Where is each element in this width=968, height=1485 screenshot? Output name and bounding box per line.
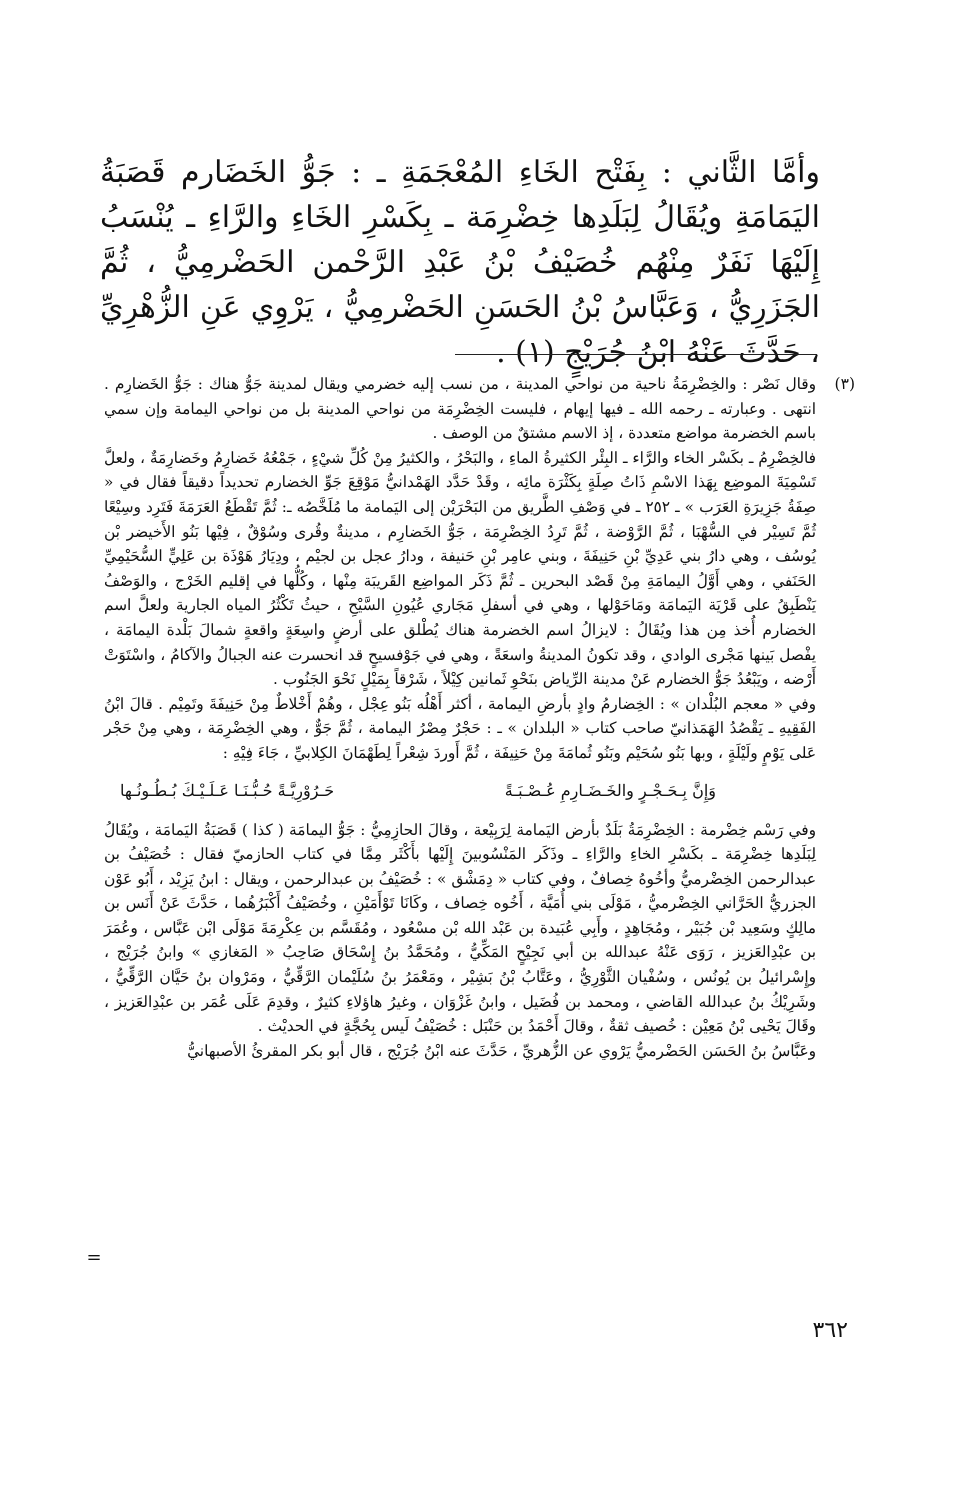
footnote-paragraph: وفي رَسْم خِضْرمة : الخِضْرِمَةُ بَلَدٌ بأرض اليَمامة لِرَبِيْعة ، وقالَ الحازِمِيُّ : جَوُّ اليمامَة ( كذا ) قَصَبَةُ اليَمامَة ، ويُقَالُ لِبَلَدِها خِضْرِمَة ـ بكَسْرِ الخاءِ والرَّاءِ ـ وذَكَر المَنْسُوبينَ إِلَيْها بأَكْثَر مِمَّا في كتاب الحازميّ فقال : خُصَيْفُ بن عبدالرحمن الخِضْرميُّ وأخُوهُ خِصافٌ ، وفي كتاب « دِمَشْق » : خُصَيْفُ بن عبدالرحمن ، ويقال : ابنُ يَزِيْد ، أَبُو عَوْن الجزريُّ الحَرَّاني الخِضْرميُّ ، مَوْلَى بني أُمَيَّة ، أَخُوه خِصاف ، وكَانَا تَوْأَمَيْنِ ، وخُصَيْفُ أَكْبَرُهُما ، حَدَّثَ عَنْ أَنَس بن مالِكٍ وسَعِيد بْن جُبَيْر ، ومُجَاهِدٍ ، وأَبِي عُبَيدة بن عَبْد الله بْن مسْعُود ، ومُقَسَّم بن عِكْرِمَةَ مَوْلَى ابْن عَبَّاس ، وعُمَرَ بن عبْدِالعَزيز ، رَوَى عَنْهُ عبدالله بن أبي نَجِيْحٍ المَكِّيُّ ، ومُحَمَّدُ بنُ إِسْحَاق صَاحِبُ « المَغازي » وابنُ جُرَيْج ، وإِسْرائيلُ بن يُونُس ، وسُفْيان الثَّوْرِيُّ ، وعَتَّابُ بْنُ بَشِيْر ، ومَعْمَرُ بنُ سُلَيْمان الرَّقِّيُّ ، ومَرْوان بنُ حَيَّان الرَّقِّيُّ ، وشَرِيْكُ بنُ عبدالله القاضي ، ومحمد بن فُضَيل ، وابنُ غَزْوَان ، وغيرُ هاؤلاءِ كثيرٌ ، وقدِمَ عَلَى عُمَر بن عبْدِالعَزيز ، وقَالَ يَحْيى بْنُ مَعِيْن : خُصيف ثقةٌ ، وقالَ أَحْمَدُ بن حَنْبَل : خُصَيْفُ لَيس بِحُجَّةٍ في الحديْث . [104,820,816,1036]
footnote-paragraph: وفي « معجم البُلْدان » : الخِضارمُ وادٍ بأرضِ اليمامة ، أكثر أَهْلُه بَنُو عِجْل ، وهُمْ أَخْلاطٌ مِنْ حَنِيفَةَ وتَمِيْم . قالَ ابْنُ الفَقِيهِ ـ يَقْصُدُ الهَمَذانيّ صاحب كتاب « البلدان » ـ : حَجْرٌ مِصْرُ اليمامة ، ثُمَّ جَوٌّ ، وهي الخِضْرِمَة ، وهي مِنْ حَجْر عَلى يَوْمٍ ولَيْلَةٍ ، وبها بَنُو سُحَيْم وبَنُو ثُمامَةَ مِنْ حَنِيفَة ، ثُمَّ أَوردَ شِعْراً لِطَهْمَانَ الكِلابيِّ ، جَاءَ فِيْهِ : [104,694,816,762]
verse-hemistich-first: وَإِنَّ بِـحَـجْـرٍ والخَـضَـارِمِ عُـصْـبَـةً [504,780,716,800]
footnote-separator [455,354,817,355]
footnote-paragraph: وقال نَصْر : والخِضْرِمَةُ ناحية من نواحي المدينة ، من نسب إليه خضرمي ويقال لمدينة جَوُّ هناك : جَوُّ الخَضارِم . انتهى . وعبارته ـ رحمه الله ـ فيها إيهام ، فليست الخِضْرِمَة من نواحي المدينة بل من نواحي اليمامة وإن سمي باسم الخضرمة مواضع متعددة ، إذ الاسم مشتقٌ من الوصف . [104,375,816,443]
footnote-body [104,372,816,1063]
footnote-number: (٣) [834,375,855,393]
main-text [100,150,820,375]
main-paragraph: وأمَّا الثَّاني : بِفَتْح الخَاءِ المُعْجَمَةِ ـ : جَوُّ الخَضَارم قَصَبَةُ اليَمَامَةِ ويُقَالُ لِبَلَدِها خِضْرِمَة ـ بِكَسْرِ الخَاءِ والرَّاءِ ـ يُنْسَبُ إِلَيْهَا نَفَرٌ مِنْهُم خُصَيْفُ بْنُ عَبْدِ الرَّحْمن الحَضْرمِيُّ ، ثُمَّ الجَزَرِيُّ ، وَعَبَّاسُ بْنُ الحَسَنِ الحَضْرمِيُّ ، يَرْوِي عَنِ الزُّهْرِيِّ ، حَدَّثَ عَنْهُ ابْنُ جُرَيْجٍ (١) . [100,155,820,370]
footnote-paragraph: وعَبَّاسُ بنُ الحَسَن الحَضْرميُّ يَرْوي عن الزُّهريِّ ، حَدَّثَ عنه ابْنُ جُرَيْج ، قال أبو بكر المقرئُ الأصبهانيُّ [187,1041,816,1060]
page-number: ٣٦٢ [812,1318,848,1343]
continuation-mark: = [86,1247,102,1268]
poem-verse [120,778,716,804]
footnote-paragraph: فالخِضْرِمُ ـ بكَسْر الخاء والرَّاء ـ البِئْر الكثيرةُ الماءِ ، والبَحْرُ ، والكثيرُ مِنْ كُلِّ شيْءٍ ، جَمْعُهُ خَضارِمُ وخَضارِمَةٌ ، ولعلَّ تَسْمِيَةَ الموضِع بِهَذا الاسْمِ ذَاتُ صِلَةٍ بِكَثْرَة مائِه ، وقَدْ حَدَّد الهَمْدانيُّ مَوْقِعَ جَوِّ الخضارم تحديداً دقيقاً فقال في « صِفَةُ جَزِيرَةِ العَرَب » ـ ٢٥٢ ـ في وَصْفِ الطَّريق من البَحْرَيْن إلى اليَمامة ما مُلَخَّصُه ـ: ثُمَّ تَقْطَعُ العَرَمَةَ فَتَرِد وسِيْعًا ثُمَّ تَسِيْر في السُّهْبَا ، ثُمَّ الرَّوْضة ، ثُمَّ تَرِدُ الخِضْرِمَة ، جَوُّ الخَضارِم ، مدينةٌ وقُرى وسُوْقٌ ، فِيْها بَنُو الأَخيضر بْن يُوسُف ، وهي دارُ بني عَدِيِّ بْنِ حَنِيفَةَ ، وبني عامِر بْنِ حَنيفة ، ودارُ عجل بن لجيْم ، ودِيَارُ هَوْذَة بن عَلِيٍّ السُّحَيْمِيِّ الحَنَفي ، وهي أَوَّلُ اليمامَةِ مِنْ قَصْد البحرين ـ ثُمَّ ذَكَر المواضِع القَريبَة مِنْها ، وكُلُّها في إقليم الخَرْج ، والوَصْفُ يَنْطَبِقُ على قَرْيَة اليَمامَة ومَاحَوْلها ، وهي في أسفلِ مَجَاري عُيُونِ السَّيْحِ ، حيثُ تَكْثُرُ المياه الجارية ولعلَّ اسم الخضارم أُخذ مِن هذا ويُقَالُ : لايزالُ اسم الخضرمة هناك يُطْلق على أرضٍ واسِعَةٍ واقعةٍ شمالَ بَلْدة اليمامَة ، يفْصل بَينها مَجْرى الوادي ، وقد تكونُ المدينةُ واسعَةً ، وهي في جَوْفسيحٍ قد انحسرت عنه الجبالُ والآكامُ ، واسْتَوَتْ أَرْضه ، ويَبْعُدُ جَوُّ الخضارم عَنْ مدينة الرِّياض بنَحْوِ ثَمانين كِيْلاً ، شَرْقاً بِمَيْلٍ نَحْوَ الجَنُوب . [104,448,816,689]
verse-hemistich-second: حَـرُوْرِيَّـةً حُـبُّـنَـا عَـلَـيْـكَ بُـطُـونُـها [120,780,335,800]
